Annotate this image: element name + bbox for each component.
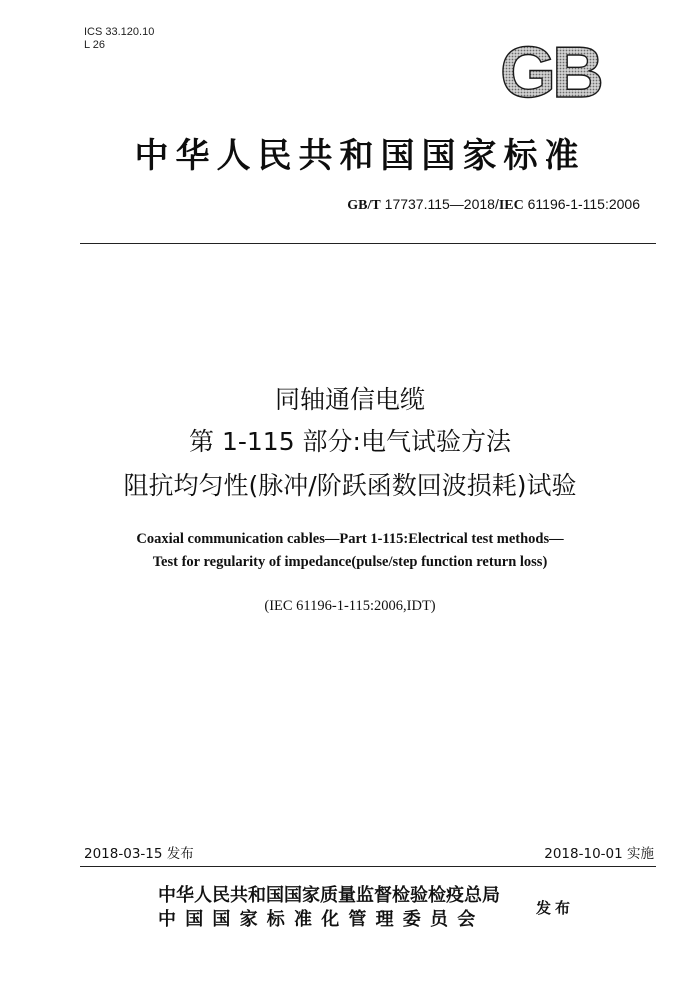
publish-label: 发布: [536, 899, 575, 917]
issuing-authorities: [158, 884, 500, 932]
std-prefix: GB/T: [347, 198, 381, 213]
gb-logo: [484, 40, 616, 100]
issue-date: 2018-03-15 发布: [84, 846, 194, 862]
issuer-line2: 中国国家标准化管理委员会: [158, 909, 485, 930]
iec-equivalence: (IEC 61196-1-115:2006,IDT): [264, 598, 436, 614]
english-title-line1: Coaxial communication cables—Part 1-115:Electrical test methods—: [136, 531, 564, 547]
issuer-line1: 中华人民共和国国家质量监督检验检疫总局: [158, 885, 500, 906]
ics-code: ICS 33.120.10: [84, 26, 155, 38]
standard-number: [347, 196, 640, 214]
header-divider: [80, 243, 656, 244]
english-title-line2: Test for regularity of impedance(pulse/step function return loss): [152, 554, 548, 570]
implementation-date: 2018-10-01 实施: [544, 846, 654, 862]
chinese-title-line1: 同轴通信电缆: [274, 385, 425, 414]
ccs-code: L 26: [84, 39, 106, 51]
footer-divider: [80, 866, 656, 867]
chinese-title-line2: 第 1-115 部分:电气试验方法: [189, 427, 511, 456]
gb-logo-lettering: GB: [500, 40, 600, 100]
national-standard-title: 中华人民共和国国家标准: [134, 136, 586, 176]
std-number: 17737.115—2018/: [384, 196, 499, 212]
classification-codes: [84, 26, 154, 52]
iec-number: 61196-1-115:2006: [527, 196, 640, 212]
chinese-title-line3: 阻抗均匀性(脉冲/阶跃函数回波损耗)试验: [123, 471, 577, 500]
iec-prefix: IEC: [498, 198, 524, 213]
